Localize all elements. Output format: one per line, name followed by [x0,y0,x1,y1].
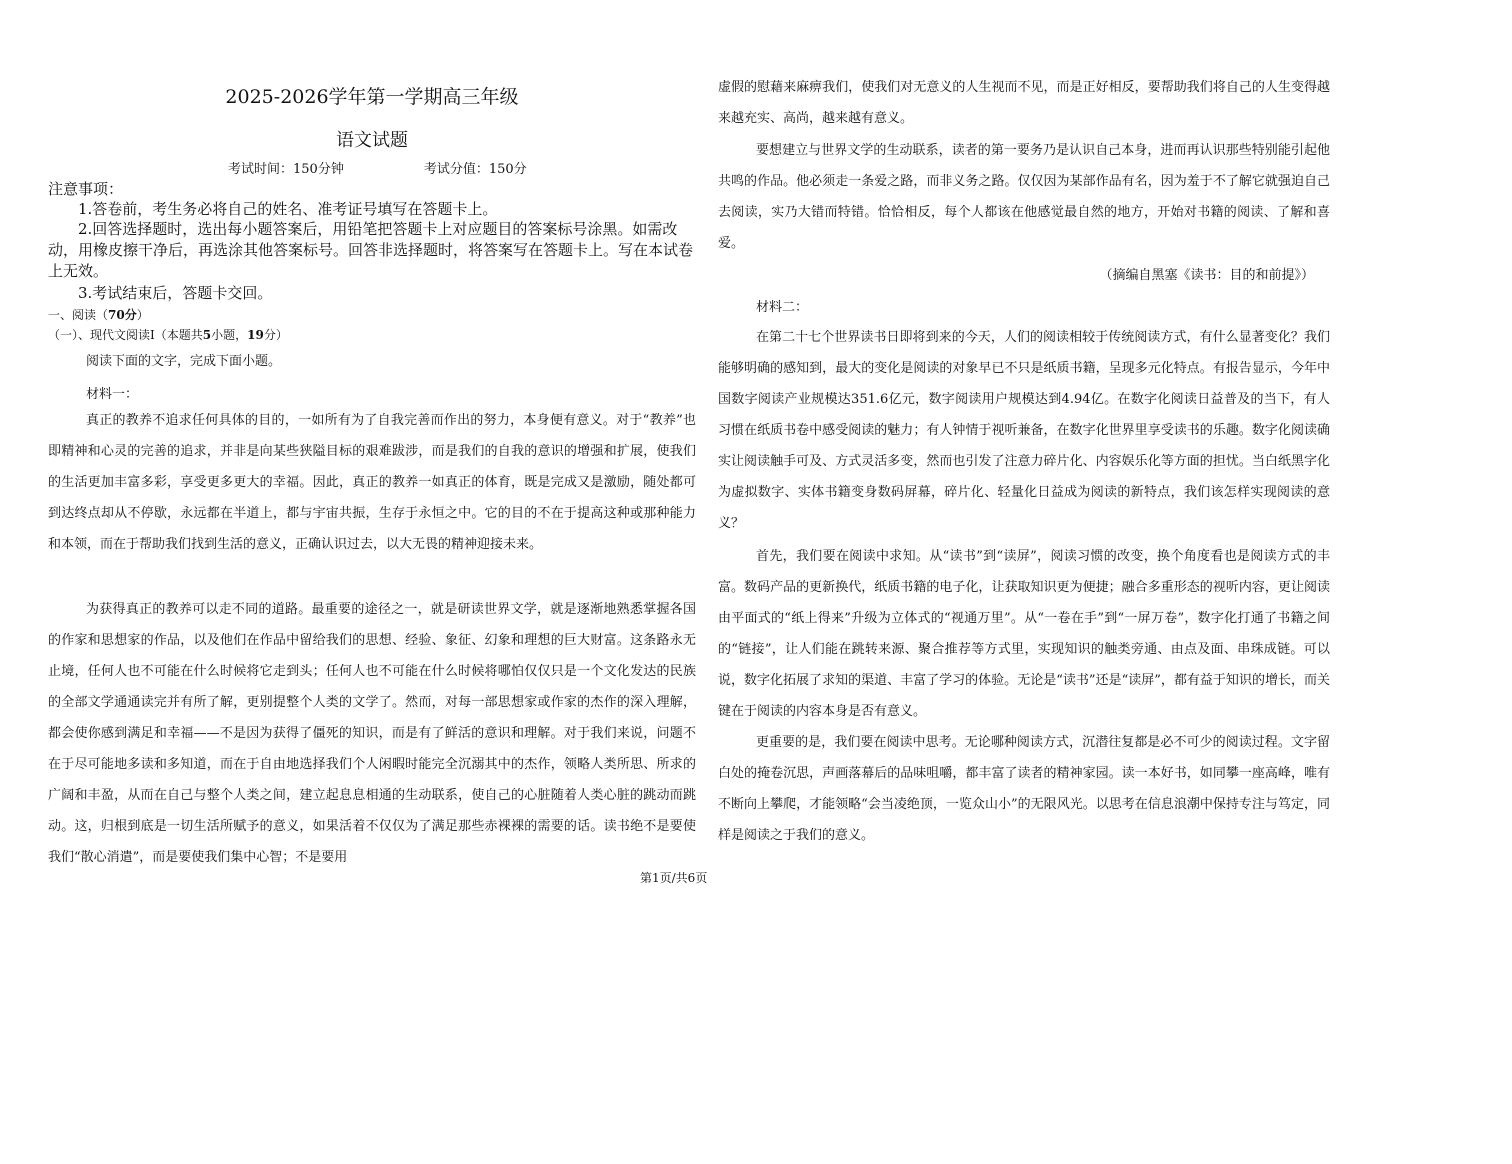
reading-instruction: 阅读下面的文字，完成下面小题。 [86,354,282,369]
material-two-paragraph: 在第二十七个世界读书日即将到来的今天，人们的阅读相较于传统阅读方式，有什么显著变化？我们能够明确的感知到，最大的变化是阅读的对象早已不只是纸质书籍，呈现多元化特点。有报告显示，今年中国数字阅读产业规模达351.6亿元，数字阅读用户规模达到4.94亿。在数字化阅读日益普及的当下，有人习惯在纸质书卷中感受阅读的魅力；有人钟情于视听兼备，在数字化世界里享受读书的乐趣。数字化阅读确实让阅读触手可及、方式灵活多变，然而也引发了注意力碎片化、内容娱乐化等方面的担忧。当白纸黑字化为虚拟数字、实体书籍变身数码屏幕，碎片化、轻量化日益成为阅读的新特点，我们该怎样实现阅读的意义？ [718,330,1330,531]
exam-info [228,158,527,177]
material-two-paragraph: 更重要的是，我们要在阅读中思考。无论哪种阅读方式，沉潜往复都是必不可少的阅读过程。文字留白处的掩卷沉思，声画落幕后的品味咀嚼，都丰富了读者的精神家园。读一本好书，如同攀一座高峰，唯有不断向上攀爬，才能领略“会当凌绝顶，一览众山小”的无限风光。以思考在信息浪潮中保持专注与笃定，同样是阅读之于我们的意义。 [718,735,1330,843]
exam-time: 考试时间：150分钟 [228,162,344,177]
exam-title: 2025-2026学年第一学期高三年级 [225,86,519,108]
subsection-heading: （一）、现代文阅读Ⅰ（本题共5小题，19分） [48,328,288,342]
material-one-paragraph: 真正的教养不追求任何具体的目的，一如所有为了自我完善而作出的努力，本身便有意义。对于“教养”也即精神和心灵的完善的追求，并非是向某些狭隘目标的艰难跋涉，而是我们的自我的意识的增强和扩展，使我们的生活更加丰富多彩，享受更多更大的幸福。因此，真正的教养一如真正的体育，既是完成又是激励，随处都可到达终点却从不停歇，永远都在半道上，都与宇宙共振，生存于永恒之中。它的目的不在于提高这种或那种能力和本领，而在于帮助我们找到生活的意义，正确认识过去，以大无畏的精神迎接未来。 [48,413,696,552]
notice-heading: 注意事项： [48,180,124,198]
notice-item: 2.回答选择题时，选出每小题答案后，用铅笔把答题卡上对应题目的答案标号涂黑。如需改动，用橡皮擦干净后，再选涂其他答案标号。回答非选择题时，将答案写在答题卡上。写在本试卷上无效。 [48,220,694,280]
material-one-paragraph: 为获得真正的教养可以走不同的道路。最重要的途径之一，就是研读世界文学，就是逐渐地熟悉掌握各国的作家和思想家的作品，以及他们在作品中留给我们的思想、经验、象征、幻象和理想的巨大财富。这条路永无止境，任何人也不可能在什么时候将它走到头；任何人也不可能在什么时候将哪怕仅仅只是一个文化发达的民族的全部文学通通读完并有所了解，更别提整个人类的文学了。然而，对每一部思想家或作家的杰作的深入理解，都会使你感到满足和幸福——不是因为获得了僵死的知识，而是有了鲜活的意识和理解。对于我们来说，问题不在于尽可能地多读和多知道，而在于自由地选择我们个人闲暇时能完全沉溺其中的杰作，领略人类所思、所求的广阔和丰盈，从而在自己与整个人类之间，建立起息息相通的生动联系，使自己的心脏随着人类心脏的跳动而跳动。这，归根到底是一切生活所赋予的意义，如果活着不仅仅为了满足那些赤裸裸的需要的话。读书绝不是要使我们“散心消遣”，而是要使我们集中心智；不是要用 [48,602,696,865]
subject-title: 语文试题 [336,130,408,151]
section-heading: 一、阅读（70分） [48,308,149,322]
notice-item: 3.考试结束后，答题卡交回。 [78,284,273,302]
material-one-paragraph: 要想建立与世界文学的生动联系，读者的第一要务乃是认识自己本身，进而再认识那些特别能引起他共鸣的作品。他必须走一条爱之路，而非义务之路。仅仅因为某部作品有名，因为羞于不了解它就强迫自己去阅读，实乃大错而特错。恰恰相反，每个人都该在他感觉最自然的地方，开始对书籍的阅读、了解和喜爱。 [718,143,1330,251]
page-number: 第1页/共6页 [640,871,708,885]
material-two-paragraph: 首先，我们要在阅读中求知。从“读书”到“读屏”，阅读习惯的改变，换个角度看也是阅读方式的丰富。数码产品的更新换代，纸质书籍的电子化，让获取知识更为便捷；融合多重形态的视听内容，更让阅读由平面式的“纸上得来”升级为立体式的“视通万里”。从“一卷在手”到“一屏万卷”，数字化打通了书籍之间的“链接”，让人们能在跳转来源、聚合推荐等方式里，实现知识的触类旁通、由点及面、串珠成链。可以说，数字化拓展了求知的渠道、丰富了学习的体验。无论是“读书”还是“读屏”，都有益于知识的增长，而关键在于阅读的内容本身是否有意义。 [718,549,1330,719]
material-two-label: 材料二： [756,300,809,315]
material-one-paragraph-continued: 虚假的慰藉来麻痹我们，使我们对无意义的人生视而不见，而是正好相反，要帮助我们将自己的人生变得越来越充实、高尚，越来越有意义。 [718,80,1330,126]
source-citation: （摘编自黑塞《读书：目的和前提》） [1099,268,1314,283]
notice-item: 1.答卷前，考生务必将自己的姓名、准考证号填写在答题卡上。 [78,200,498,218]
exam-score: 考试分值：150分 [423,162,527,177]
material-one-label: 材料一： [86,387,139,402]
